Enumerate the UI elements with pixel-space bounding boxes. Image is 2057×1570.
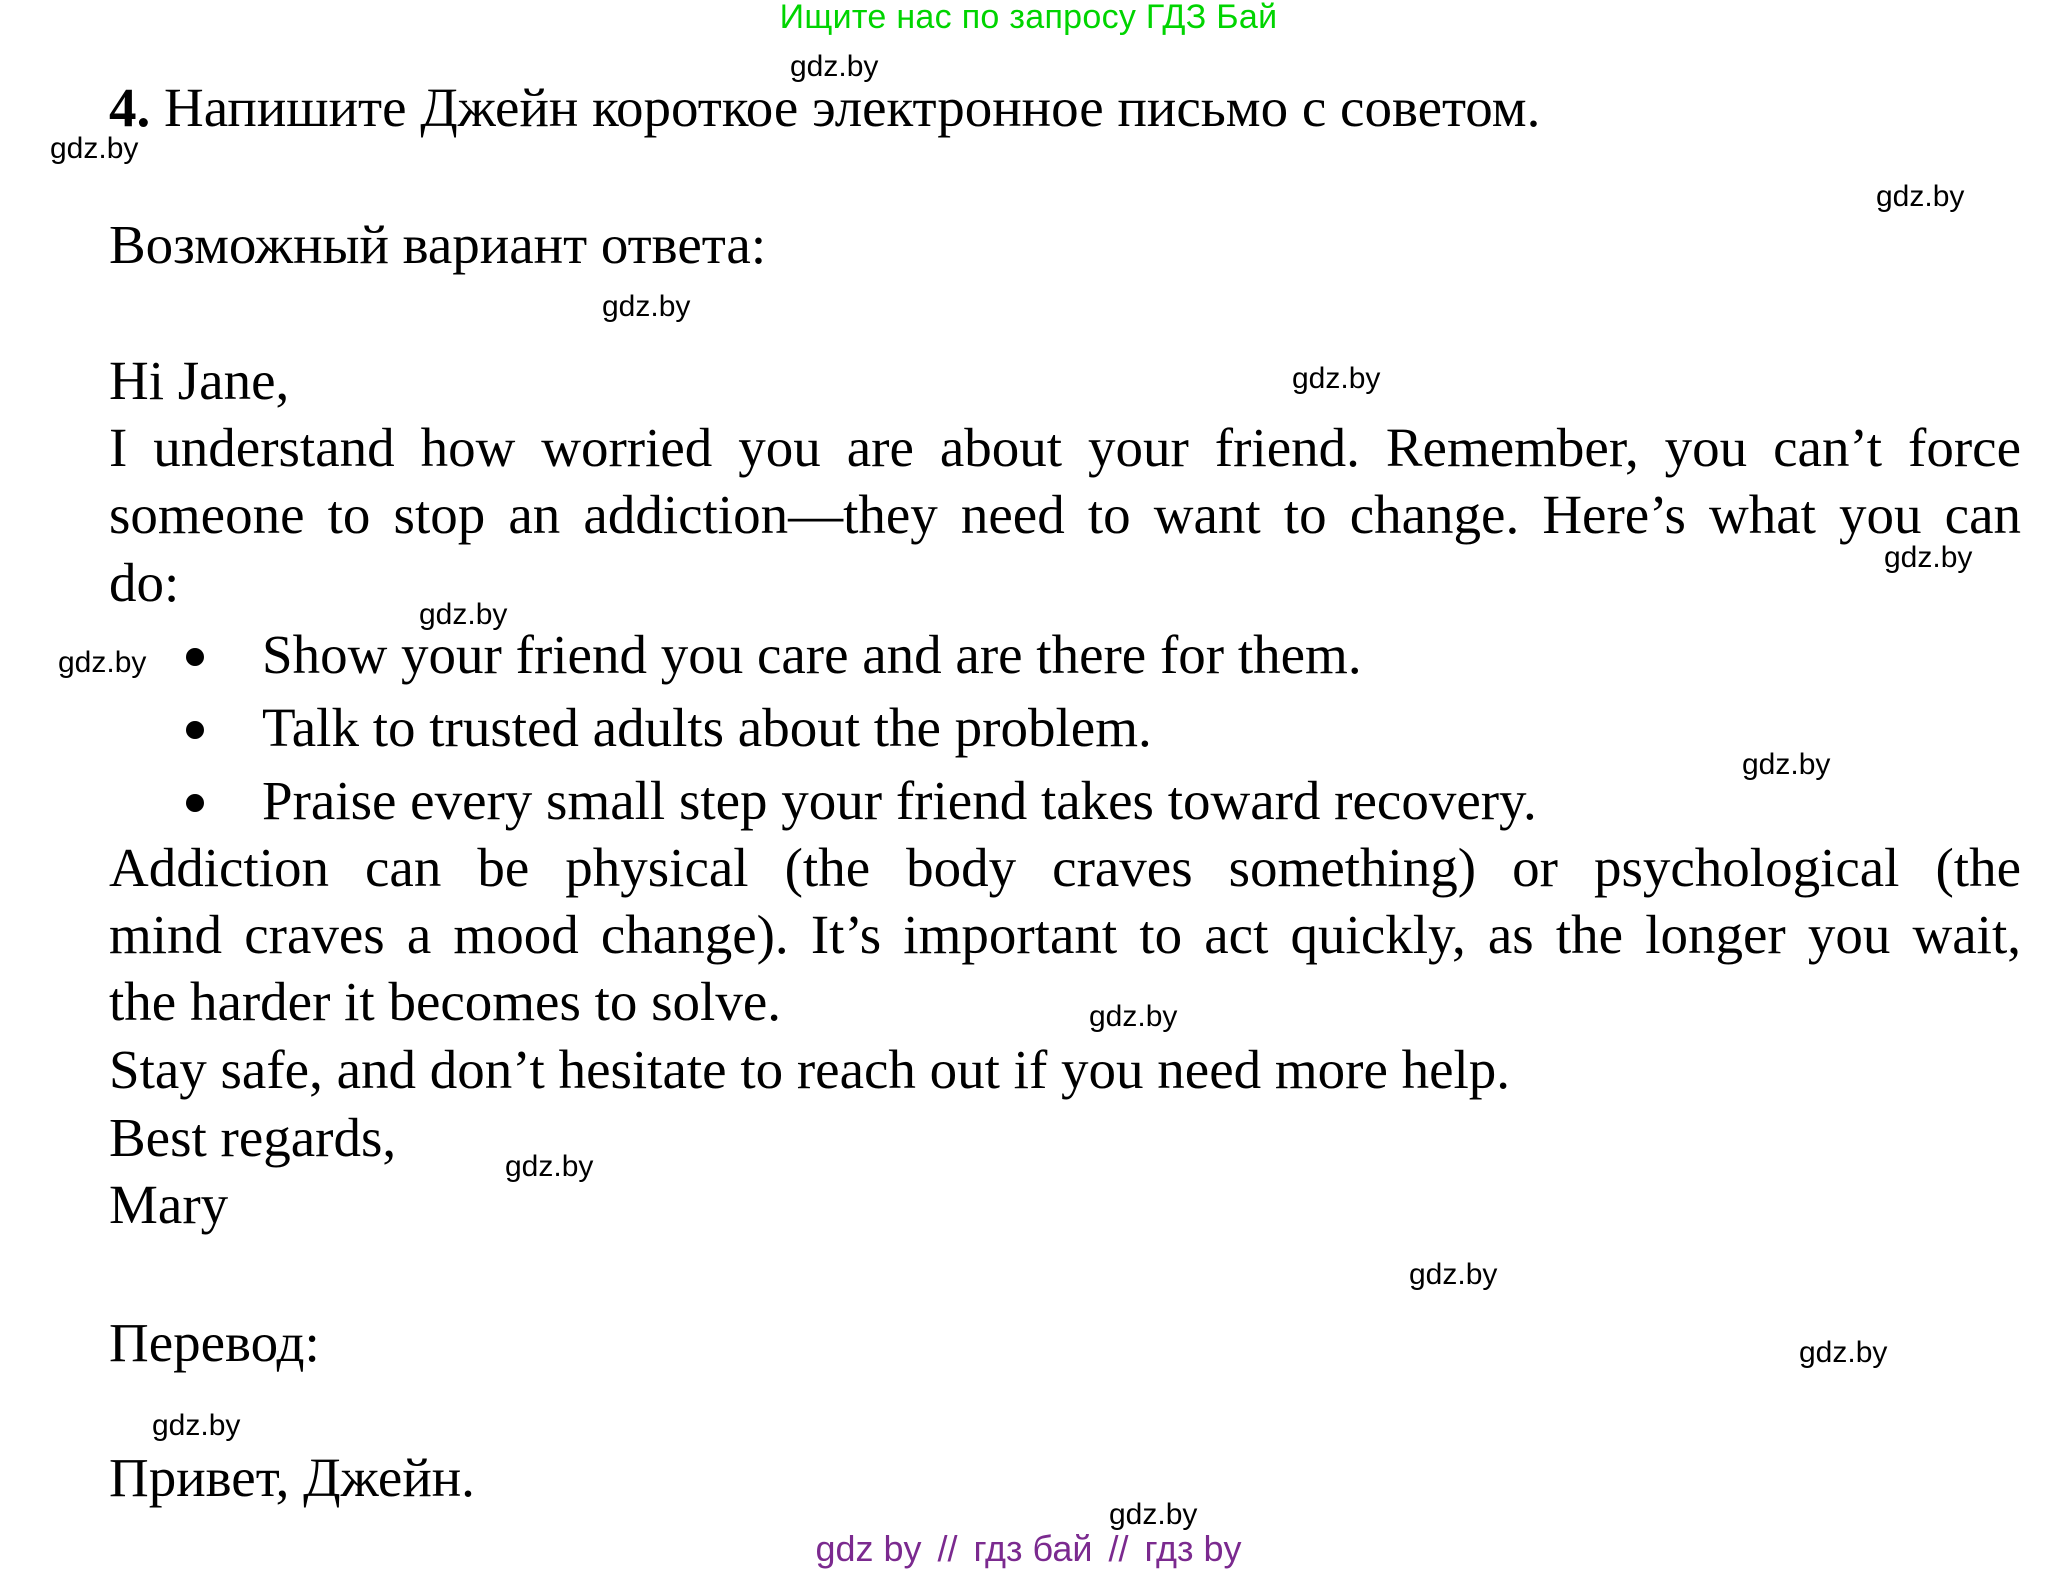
letter-closing-line: Stay safe, and don’t hesitate to reach out if you need more help.	[109, 1039, 1511, 1100]
letter-paragraph-line: mind craves a mood change). It’s important to act quickly, as the longer you wait,	[109, 904, 2021, 965]
list-item: Show your friend you care and are there for them.	[262, 624, 1362, 685]
answer-heading: Возможный вариант ответа:	[109, 214, 767, 275]
watermark: gdz.by	[419, 598, 508, 631]
watermark: gdz.by	[1409, 1258, 1498, 1291]
watermark: gdz.by	[790, 50, 879, 83]
footer-link[interactable]: gdz by	[815, 1528, 922, 1569]
letter-paragraph-line: I understand how worried you are about your friend. Remember, you can’t force	[109, 417, 2021, 478]
letter-greeting: Hi Jane,	[109, 350, 290, 411]
watermark: gdz.by	[1109, 1498, 1198, 1531]
task-title	[109, 77, 1541, 138]
letter-paragraph-line: the harder it becomes to solve.	[109, 971, 782, 1032]
list-item: Praise every small step your friend takes toward recovery.	[262, 770, 1537, 831]
footer-link[interactable]: гдз by	[1144, 1528, 1242, 1569]
translation-heading: Перевод:	[109, 1312, 320, 1373]
letter-paragraph-line: do:	[109, 552, 180, 613]
watermark: gdz.by	[1292, 362, 1381, 395]
footer-link[interactable]: гдз бай	[973, 1528, 1093, 1569]
footer-separator: //	[1108, 1528, 1129, 1569]
footer-links	[0, 1528, 2057, 1570]
watermark: gdz.by	[50, 132, 139, 165]
watermark: gdz.by	[1742, 748, 1831, 781]
task-number: 4.	[109, 77, 151, 138]
watermark: gdz.by	[1089, 1000, 1178, 1033]
watermark: gdz.by	[1876, 180, 1965, 213]
bullet-icon	[186, 794, 204, 812]
letter-signature: Mary	[109, 1174, 229, 1235]
bullet-icon	[186, 721, 204, 739]
search-banner: Ищите нас по запросу ГДЗ Бай	[779, 0, 1278, 36]
task-text: Напишите Джейн короткое электронное письмо с советом.	[164, 77, 1541, 138]
watermark: gdz.by	[505, 1150, 594, 1183]
bullet-icon	[186, 648, 204, 666]
watermark: gdz.by	[58, 646, 147, 679]
list-item: Talk to trusted adults about the problem.	[262, 697, 1152, 758]
watermark: gdz.by	[1884, 541, 1973, 574]
watermark: gdz.by	[1799, 1336, 1888, 1369]
letter-paragraph-line: Addiction can be physical (the body craves something) or psychological (the	[109, 837, 2021, 898]
translation-greeting: Привет, Джейн.	[109, 1447, 475, 1508]
letter-signoff: Best regards,	[109, 1107, 397, 1168]
letter-paragraph-line: someone to stop an addiction—they need to want to change. Here’s what you can	[109, 484, 2021, 545]
watermark: gdz.by	[152, 1409, 241, 1442]
footer-separator: //	[937, 1528, 958, 1569]
watermark: gdz.by	[602, 290, 691, 323]
